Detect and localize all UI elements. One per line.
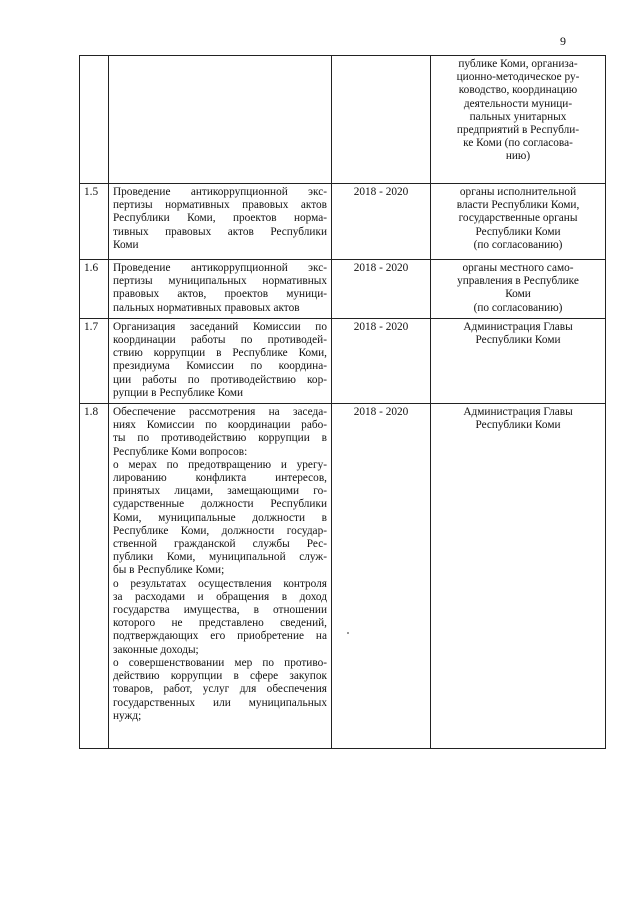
executor-line: ционно-методическое ру- [456,71,580,84]
period-cell: 2018 - 2020 [332,318,431,403]
executor-cell [431,56,606,184]
executor-line: государственные органы [458,212,578,225]
measure-description-cell [109,404,332,749]
executor-line: Коми [505,288,531,301]
period-cell [332,56,431,184]
description-line: бы в Республике Коми; [113,564,225,577]
executor-line: органы местного само- [462,262,574,274]
description-line: пертизы нормативных правовых актов [113,199,327,212]
period-cell: 2018 - 2020 [332,260,431,319]
description-line: о результатах осуществления контроля [113,577,327,590]
description-line: Проведение антикоррупционной экс- [113,262,327,274]
description-line: президиума Комиссии по координа- [113,360,327,373]
table-row [80,260,606,319]
description-line: ствию коррупции в Республике Коми, [113,347,327,360]
period-cell: 2018 - 2020 [332,184,431,260]
executor-line: публике Коми, организа- [458,58,578,70]
description-line: нужд; [113,709,142,722]
description-line: за расходами и обращения в доход [113,590,327,603]
description-line: Организация заседаний Комиссии по [113,320,327,333]
measure-description-cell [109,318,332,403]
description-line: ты по противодействию коррупции в [113,432,327,445]
item-number-cell: 1.6 [80,260,109,319]
executor-cell [431,318,606,403]
description-line: лированию конфликта интересов, [113,472,327,485]
executor-line: органы исполнительной [459,186,577,198]
executor-line: нию) [505,150,531,163]
description-line: публики Коми, муниципальной служ- [113,551,327,564]
description-line: ниях Комиссии по координации рабо- [113,419,327,432]
item-number-cell: 1.7 [80,318,109,403]
description-line: ственной гражданской службы Рес- [113,538,327,551]
description-line: пертизы муниципальных нормативных [113,275,327,288]
executor-line: предприятий в Республи- [456,124,580,137]
description-line: тивных правовых актов Республики [113,225,327,238]
table-row [80,404,606,749]
description-line: ции работы по противодействию кор- [113,373,327,386]
description-line: о совершенствовании мер по противо- [113,656,327,669]
scan-speck [347,632,349,634]
item-number-cell [80,56,109,184]
period-cell: 2018 - 2020 [332,404,431,749]
description-line: рупции в Республике Коми [113,386,244,399]
executor-line: Администрация Главы [463,406,573,419]
executor-line: Республики Коми [475,334,561,347]
item-number-cell: 1.5 [80,184,109,260]
description-line: пальных нормативных правовых актов [113,301,300,314]
table-row [80,318,606,403]
description-line: Республики Коми, проектов норма- [113,212,327,225]
item-number-cell: 1.8 [80,404,109,749]
description-line: законные доходы; [113,643,199,656]
executor-line: ководство, координацию [458,84,578,97]
executor-line: управления в Республике [457,275,579,288]
description-line: Обеспечение рассмотрения на заседа- [113,406,327,419]
description-line: действию коррупции в сфере закупок [113,670,327,683]
description-line: которого не представлено сведений, [113,617,327,630]
description-line: Коми, муниципальные должности в [113,511,327,524]
table-row [80,184,606,260]
executor-line: власти Республики Коми, [456,199,580,212]
description-line: Республике Коми, должности государ- [113,524,327,537]
measure-description-cell [109,260,332,319]
measures-table [79,55,606,749]
executor-line: (по согласованию) [473,238,563,251]
measure-description-cell [109,56,332,184]
description-line: сударственные должности Республики [113,498,327,511]
executor-cell [431,260,606,319]
executor-line: деятельности муници- [463,97,573,110]
description-line: государственных или муниципальных [113,696,327,709]
description-line: координации работы по противодей- [113,334,327,347]
description-line: Проведение антикоррупционной экс- [113,186,327,198]
description-line: государства имущества, в отношении [113,604,327,617]
measure-description-cell [109,184,332,260]
description-line: подтверждающих его приобретение на [113,630,327,643]
executor-line: (по согласованию) [473,301,563,314]
executor-line: пальных унитарных [469,110,567,123]
executor-cell [431,404,606,749]
description-line: о мерах по предотвращению и урегу- [113,458,327,471]
description-line: правовых актов, проектов муници- [113,288,327,301]
executor-line: ке Коми (по согласова- [463,137,573,150]
description-line: принятых лицами, замещающими го- [113,485,327,498]
executor-line: Республики Коми [475,225,561,238]
executor-line: Республики Коми [475,419,561,432]
description-line: товаров, работ, услуг для обеспечения [113,683,327,696]
executor-cell [431,184,606,260]
page-number: 9 [560,34,566,48]
table-row [80,56,606,184]
description-line: Республике Коми вопросов: [113,445,248,458]
executor-line: Администрация Главы [463,320,573,333]
description-line: Коми [113,238,139,251]
